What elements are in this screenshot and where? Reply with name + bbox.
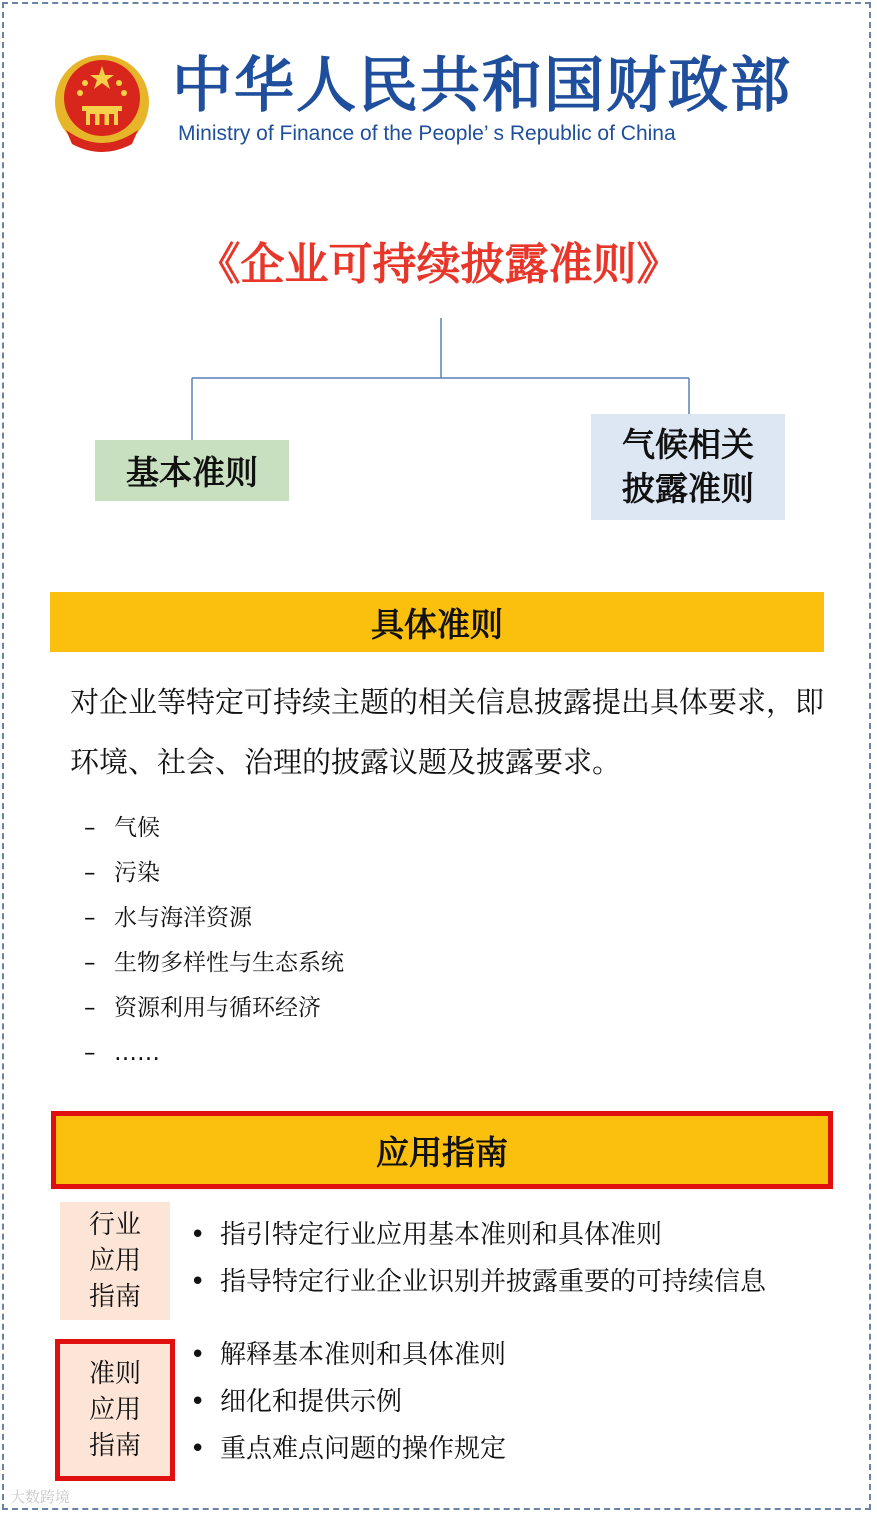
tree-connectors	[0, 0, 877, 460]
list-item: • 细化和提供示例	[190, 1387, 403, 1417]
list-item: – 气候	[84, 815, 160, 841]
specific-standards-description: 对企业等特定可持续主题的相关信息披露提出具体要求，即环境、社会、治理的披露议题及披露要求。	[70, 685, 825, 779]
list-item: – ……	[84, 1040, 160, 1066]
industry-guide-points	[190, 1212, 766, 1306]
climate-standard-box	[591, 414, 785, 520]
ministry-name-en: Ministry of Finance of the People’ s Republic of China	[178, 122, 676, 145]
list-item: – 污染	[84, 860, 160, 886]
list-item: – 生物多样性与生态系统	[84, 950, 344, 976]
watermark: 大数跨境	[10, 1488, 71, 1506]
list-item: • 指导特定行业企业识别并披露重要的可持续信息	[190, 1267, 767, 1297]
climate-standard-label-line1: 气候相关	[622, 425, 754, 464]
standard-guide-label: 准则 应用 指南	[60, 1344, 170, 1476]
list-item: • 解释基本准则和具体准则	[190, 1340, 507, 1370]
climate-standard-label-line2: 披露准则	[622, 469, 754, 508]
specific-standards-heading-text: 具体准则	[371, 604, 503, 644]
basic-standard-box	[95, 440, 289, 501]
basic-standard-label: 基本准则	[126, 453, 258, 492]
topic-list	[84, 808, 344, 1078]
list-item: • 重点难点问题的操作规定	[190, 1434, 507, 1464]
list-item: – 水与海洋资源	[84, 905, 252, 931]
standard-guide-points	[190, 1332, 506, 1473]
ministry-name-cn: 中华人民共和国财政部	[172, 51, 792, 121]
industry-guide-label: 行业 应用 指南	[60, 1202, 170, 1320]
specific-standards-heading	[50, 592, 824, 652]
list-item: – 资源利用与循环经济	[84, 995, 321, 1021]
list-item: • 指引特定行业应用基本准则和具体准则	[190, 1220, 663, 1250]
application-guide-heading-text: 应用指南	[376, 1132, 508, 1172]
application-guide-heading	[56, 1116, 828, 1184]
diagram-title: 《企业可持续披露准则》	[196, 239, 681, 290]
